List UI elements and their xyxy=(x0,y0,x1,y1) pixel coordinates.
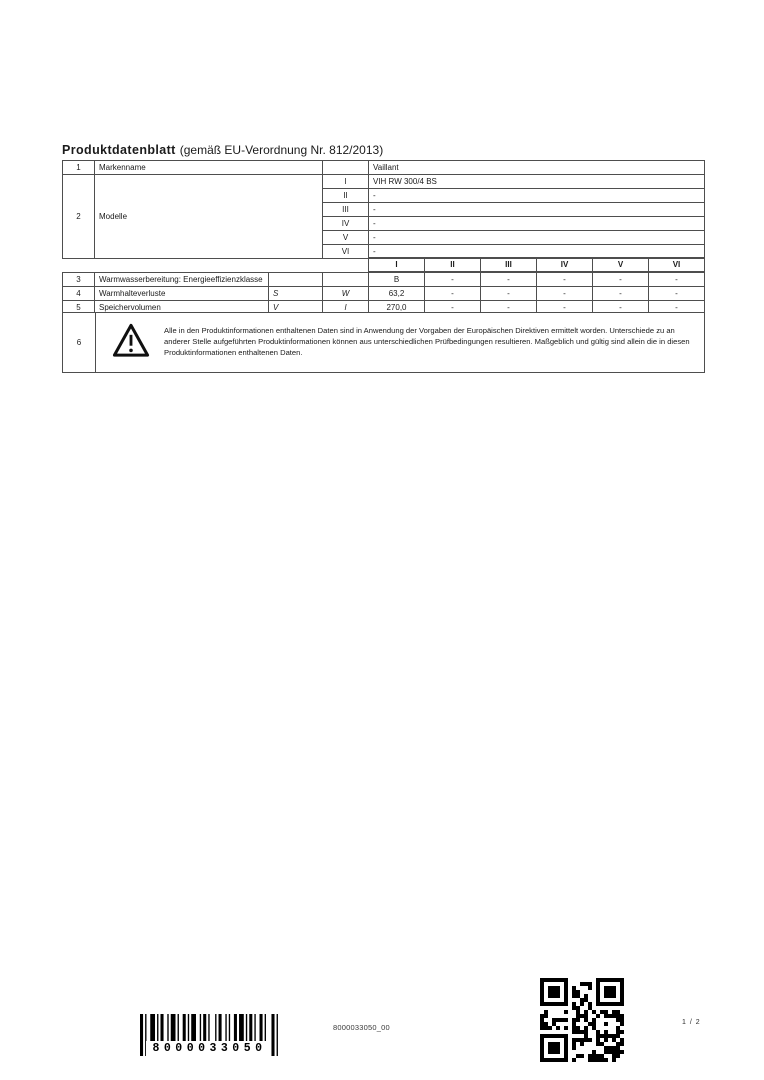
symbol-cell: S xyxy=(269,287,323,301)
model-index: I xyxy=(323,175,369,189)
model-index: V xyxy=(323,231,369,245)
unit-cell xyxy=(323,273,369,287)
value-cell: 270,0 xyxy=(369,301,425,315)
value-cell: - xyxy=(425,273,481,287)
page-number: 1 / 2 xyxy=(682,1019,701,1026)
symbol-cell: V xyxy=(269,301,323,315)
value-cell: - xyxy=(537,287,593,301)
table-row xyxy=(63,273,705,287)
value-cell: - xyxy=(537,301,593,315)
note-text: Alle in den Produktinformationen enthaltenen Daten sind in Anwendung der Vorgaben der Europäischen Direktiven ermittelt worden. Unterschiede zu an anderer Stelle aufgeführten Produktinformationen können aus unterschiedlichen Prüfbedingungen resultieren. Maßgeblich und gültig sind allein die in diesen Produktinformationen enthaltenen Daten. xyxy=(164,326,690,357)
page-title-suffix: (gemäß EU-Verordnung Nr. 812/2013) xyxy=(179,143,384,157)
row-label: Markenname xyxy=(95,161,323,175)
document-number: 8000033050_00 xyxy=(333,1023,390,1032)
value-cell: - xyxy=(425,301,481,315)
value-cell: - xyxy=(649,287,705,301)
table-row xyxy=(369,258,705,272)
table-row xyxy=(63,161,705,175)
value-cell: - xyxy=(425,287,481,301)
model-index: II xyxy=(323,189,369,203)
row-number: 2 xyxy=(63,175,95,259)
row-value: Vaillant xyxy=(369,161,705,175)
barcode xyxy=(140,1014,280,1056)
note-body xyxy=(96,313,704,372)
model-index: III xyxy=(323,203,369,217)
column-header: III xyxy=(481,258,537,272)
value-cell: - xyxy=(593,273,649,287)
model-index: VI xyxy=(323,245,369,259)
column-header: II xyxy=(425,258,481,272)
value-cell: B xyxy=(369,273,425,287)
value-cell: - xyxy=(481,301,537,315)
table-row xyxy=(63,175,705,189)
unit-cell: l xyxy=(323,301,369,315)
model-value: VIH RW 300/4 BS xyxy=(369,175,705,189)
column-header: IV xyxy=(537,258,593,272)
row-number: 1 xyxy=(63,161,95,175)
column-header-row xyxy=(368,257,705,272)
empty-cell xyxy=(323,161,369,175)
page-title-main: Produktdatenblatt xyxy=(62,143,176,157)
qr-code-image xyxy=(540,978,624,1062)
row-number: 5 xyxy=(63,301,95,315)
model-value: - xyxy=(369,231,705,245)
row-label: Speichervolumen xyxy=(95,301,269,315)
unit-cell: W xyxy=(323,287,369,301)
column-header: I xyxy=(369,258,425,272)
value-cell: 63,2 xyxy=(369,287,425,301)
row-number: 4 xyxy=(63,287,95,301)
value-cell: - xyxy=(481,273,537,287)
row-label: Warmhalteverluste xyxy=(95,287,269,301)
value-cell: - xyxy=(649,301,705,315)
qr-code xyxy=(540,978,624,1062)
model-value: - xyxy=(369,217,705,231)
model-index: IV xyxy=(323,217,369,231)
table-row xyxy=(63,287,705,301)
value-cell: - xyxy=(593,287,649,301)
row-number: 3 xyxy=(63,273,95,287)
warning-triangle-icon xyxy=(112,323,150,363)
row-number: 6 xyxy=(63,313,96,372)
page-title xyxy=(62,143,383,158)
column-header: V xyxy=(593,258,649,272)
model-value: - xyxy=(369,203,705,217)
note-row xyxy=(62,312,705,373)
value-cell: - xyxy=(481,287,537,301)
value-cell: - xyxy=(649,273,705,287)
value-cell: - xyxy=(593,301,649,315)
brand-model-table xyxy=(62,160,705,259)
model-value: - xyxy=(369,189,705,203)
row-label: Warmwasserbereitung: Energieeffizienzklasse xyxy=(95,273,269,287)
spec-table xyxy=(62,272,705,315)
model-value: - xyxy=(369,245,705,259)
column-header: VI xyxy=(649,258,705,272)
row-label: Modelle xyxy=(95,175,323,259)
barcode-digits: 8000033050 xyxy=(146,1041,270,1056)
symbol-cell xyxy=(269,273,323,287)
value-cell: - xyxy=(537,273,593,287)
